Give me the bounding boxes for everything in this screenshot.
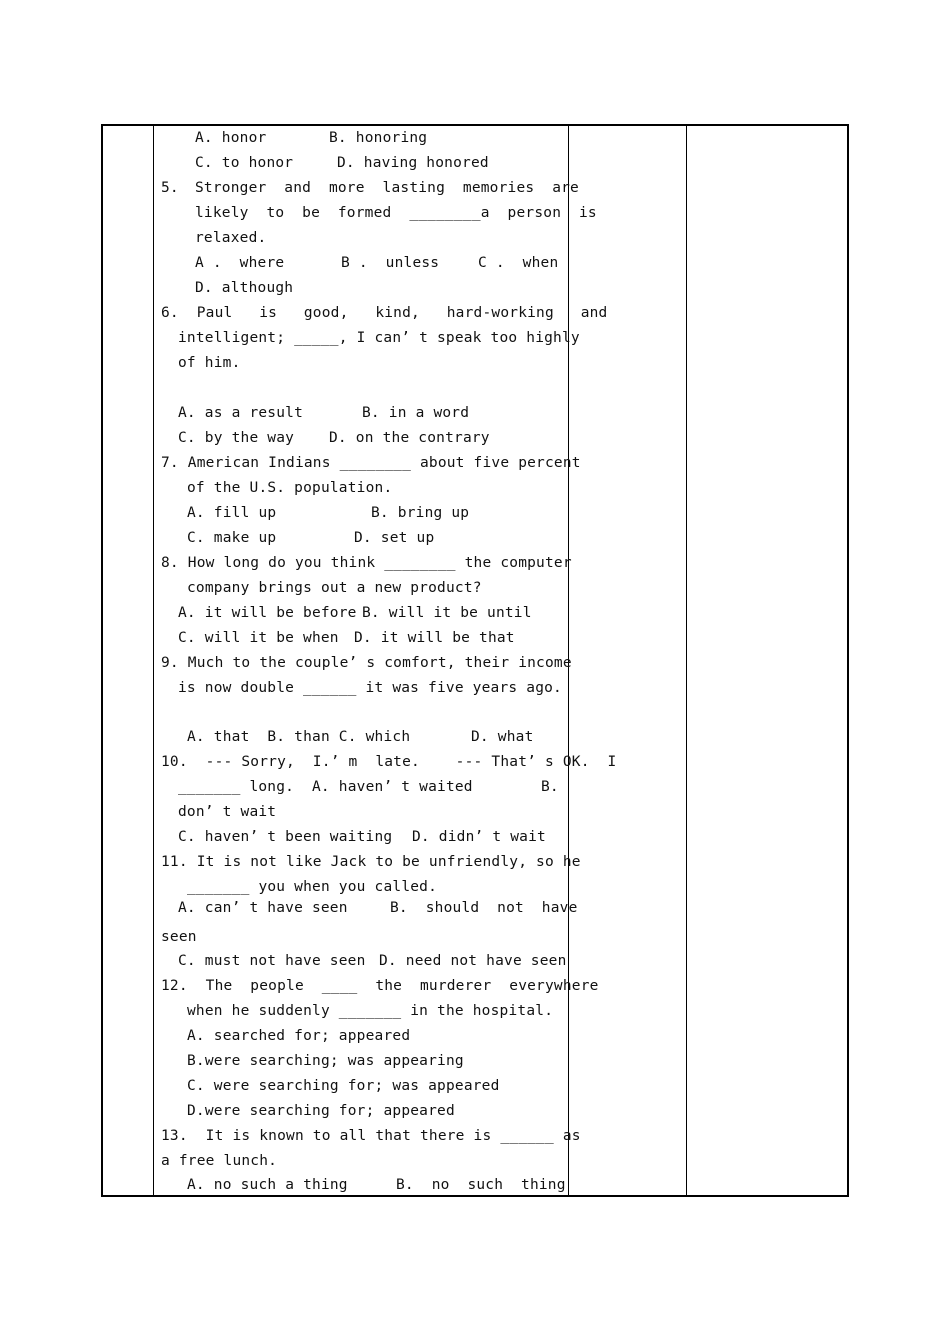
q8-option-b: B. will it be until bbox=[362, 605, 532, 621]
q6-option-b: B. in a word bbox=[362, 405, 470, 421]
q10-stem-line1: 10. --- Sorry, I.’ m late. --- That’ s OK. I bbox=[161, 754, 617, 770]
q10-option-c: C. haven’ t been waiting bbox=[178, 829, 393, 845]
q7-option-b: B. bring up bbox=[371, 505, 470, 521]
q11-option-b: B. should not have bbox=[390, 900, 578, 916]
q11-option-a: A. can’ t have seen bbox=[178, 900, 348, 916]
q6-stem-line1: 6. Paul is good, kind, hard-working and bbox=[161, 305, 608, 321]
q6-stem-line3: of him. bbox=[178, 355, 241, 371]
q9-stem-line1: 9. Much to the couple’ s comfort, their income bbox=[161, 655, 572, 671]
q4-option-a: A. honor bbox=[195, 130, 267, 146]
q9-stem-line2: is now double ______ it was five years ago. bbox=[178, 680, 562, 696]
q10-stem-line2: _______ long. bbox=[178, 779, 295, 795]
q4-option-c: C. to honor bbox=[195, 155, 294, 171]
q7-stem-line2: of the U.S. population. bbox=[187, 480, 393, 496]
q5-number: 5. bbox=[161, 180, 179, 196]
q5-stem-line3: relaxed. bbox=[195, 230, 267, 246]
q12-stem-line2: when he suddenly _______ in the hospital. bbox=[187, 1003, 554, 1019]
q6-option-d: D. on the contrary bbox=[329, 430, 490, 446]
q10-option-d: D. didn’ t wait bbox=[412, 829, 546, 845]
q11-option-d: D. need not have seen bbox=[379, 953, 567, 969]
q7-stem-line1: 7. American Indians ________ about five percent bbox=[161, 455, 581, 471]
q6-stem-line2: intelligent; _____, I can’ t speak too highly bbox=[178, 330, 580, 346]
q13-option-a: A. no such a thing bbox=[187, 1177, 348, 1193]
q11-stem-line1: 11. It is not like Jack to be unfriendly, so he bbox=[161, 854, 581, 870]
q13-stem-line2: a free lunch. bbox=[161, 1153, 278, 1169]
q12-option-a: A. searched for; appeared bbox=[187, 1028, 411, 1044]
q8-option-a: A. it will be before bbox=[178, 605, 357, 621]
q5-option-b: B . unless bbox=[341, 255, 440, 271]
q9-option-d: D. what bbox=[471, 729, 534, 745]
q12-option-c: C. were searching for; was appeared bbox=[187, 1078, 500, 1094]
q5-option-d: D. although bbox=[195, 280, 294, 296]
q12-option-b: B.were searching; was appearing bbox=[187, 1053, 464, 1069]
q7-option-d: D. set up bbox=[354, 530, 435, 546]
q11-option-c: C. must not have seen bbox=[178, 953, 366, 969]
q7-option-c: C. make up bbox=[187, 530, 277, 546]
q11-stem-line2: _______ you when you called. bbox=[187, 879, 438, 895]
q13-stem-line1: 13. It is known to all that there is ______ as bbox=[161, 1128, 581, 1144]
q10-option-b-text: don’ t wait bbox=[178, 804, 277, 820]
q7-option-a: A. fill up bbox=[187, 505, 277, 521]
q5-option-c: C . when bbox=[478, 255, 559, 271]
q10-option-b-label: B. bbox=[541, 779, 559, 795]
q6-option-a: A. as a result bbox=[178, 405, 304, 421]
q5-stem-line2: likely to be formed ________a person is bbox=[195, 205, 597, 221]
q9-options-abc: A. that B. than C. which bbox=[187, 729, 411, 745]
q13-option-b: B. no such thing bbox=[396, 1177, 566, 1193]
q8-stem-line1: 8. How long do you think ________ the computer bbox=[161, 555, 572, 571]
q5-stem-line1: Stronger and more lasting memories are bbox=[195, 180, 579, 196]
q4-option-d: D. having honored bbox=[337, 155, 489, 171]
q12-option-d: D.were searching for; appeared bbox=[187, 1103, 455, 1119]
q5-option-a: A . where bbox=[195, 255, 285, 271]
q6-option-c: C. by the way bbox=[178, 430, 295, 446]
q11-option-b-continued: seen bbox=[161, 929, 197, 945]
q4-option-b: B. honoring bbox=[329, 130, 428, 146]
q8-option-d: D. it will be that bbox=[354, 630, 515, 646]
q10-option-a: A. haven’ t waited bbox=[312, 779, 473, 795]
q8-option-c: C. will it be when bbox=[178, 630, 339, 646]
q12-stem-line1: 12. The people ____ the murderer everywhere bbox=[161, 978, 599, 994]
q8-stem-line2: company brings out a new product? bbox=[187, 580, 482, 596]
